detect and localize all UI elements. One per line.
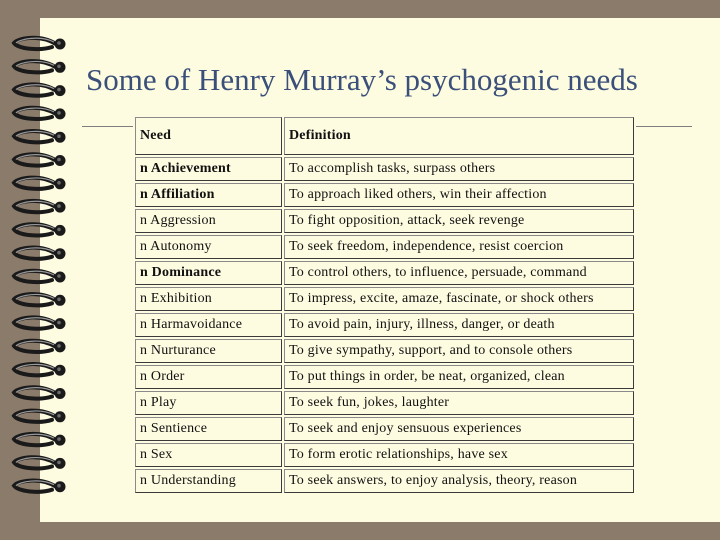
definition-cell: To seek and enjoy sensuous experiences (284, 417, 634, 441)
need-cell: n Autonomy (135, 235, 282, 259)
definition-cell: To avoid pain, injury, illness, danger, or death (284, 313, 634, 337)
table-row (135, 287, 634, 311)
definition-cell: To seek answers, to enjoy analysis, theory, reason (284, 469, 634, 493)
need-cell: n Dominance (135, 261, 282, 285)
header-definition: Definition (284, 117, 634, 155)
table-row (135, 313, 634, 337)
need-cell: n Play (135, 391, 282, 415)
definition-cell: To accomplish tasks, surpass others (284, 157, 634, 181)
definition-cell: To control others, to influence, persuade, command (284, 261, 634, 285)
definition-cell: To seek fun, jokes, laughter (284, 391, 634, 415)
table-row (135, 469, 634, 493)
need-cell: n Order (135, 365, 282, 389)
need-cell: n Sentience (135, 417, 282, 441)
table-row (135, 417, 634, 441)
table-row (135, 209, 634, 233)
table-row (135, 183, 634, 207)
table-row (135, 235, 634, 259)
spiral-binding-icon (0, 0, 80, 540)
header-need: Need (135, 117, 282, 155)
table-header-row (135, 117, 634, 155)
slide-title: Some of Henry Murray’s psychogenic needs (86, 62, 638, 97)
table-row (135, 339, 634, 363)
definition-cell: To impress, excite, amaze, fascinate, or shock others (284, 287, 634, 311)
table-row (135, 261, 634, 285)
table-row (135, 443, 634, 467)
need-cell: n Achievement (135, 157, 282, 181)
need-cell: n Aggression (135, 209, 282, 233)
definition-cell: To fight opposition, attack, seek revenge (284, 209, 634, 233)
table-row (135, 157, 634, 181)
definition-cell: To seek freedom, independence, resist coercion (284, 235, 634, 259)
definition-cell: To put things in order, be neat, organized, clean (284, 365, 634, 389)
need-cell: n Affiliation (135, 183, 282, 207)
table-row (135, 391, 634, 415)
definition-cell: To give sympathy, support, and to console others (284, 339, 634, 363)
needs-table (133, 115, 636, 495)
need-cell: n Understanding (135, 469, 282, 493)
definition-cell: To form erotic relationships, have sex (284, 443, 634, 467)
definition-cell: To approach liked others, win their affection (284, 183, 634, 207)
need-cell: n Sex (135, 443, 282, 467)
need-cell: n Harmavoidance (135, 313, 282, 337)
table-row (135, 365, 634, 389)
need-cell: n Exhibition (135, 287, 282, 311)
need-cell: n Nurturance (135, 339, 282, 363)
